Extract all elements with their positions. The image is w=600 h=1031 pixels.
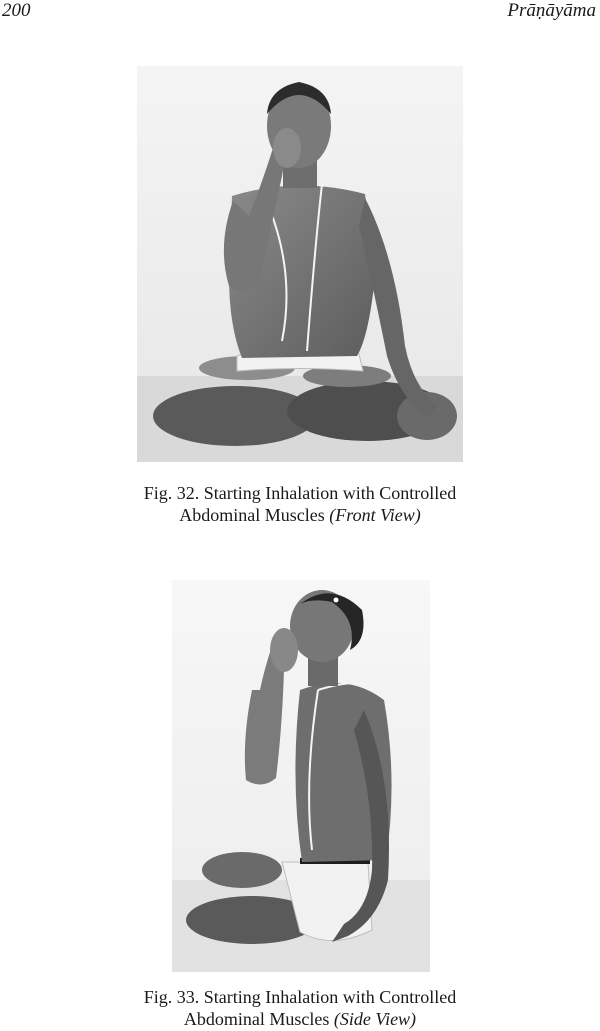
figure-33-caption-line2 (0, 1008, 600, 1030)
figure-32-caption-line2 (0, 504, 600, 526)
figure-33-photo (172, 580, 430, 972)
figure-32-caption-subject: Abdominal Muscles (179, 505, 325, 525)
page-number: 200 (2, 0, 31, 21)
figure-32-photo (137, 66, 463, 462)
figure-32-caption-line1: Fig. 32. Starting Inhalation with Controlled (143, 483, 457, 503)
figure-33-caption-view: (Side View) (333, 1009, 417, 1029)
figure-33-caption-subject: Abdominal Muscles (183, 1009, 330, 1029)
figure-32-caption-view: (Front View) (329, 505, 421, 525)
figure-33-caption-line1: Fig. 33. Starting Inhalation with Controlled (143, 987, 457, 1007)
figure-32-caption (0, 482, 600, 526)
figure-33-caption (0, 986, 600, 1030)
running-title: Prāṇāyāma (507, 0, 596, 21)
